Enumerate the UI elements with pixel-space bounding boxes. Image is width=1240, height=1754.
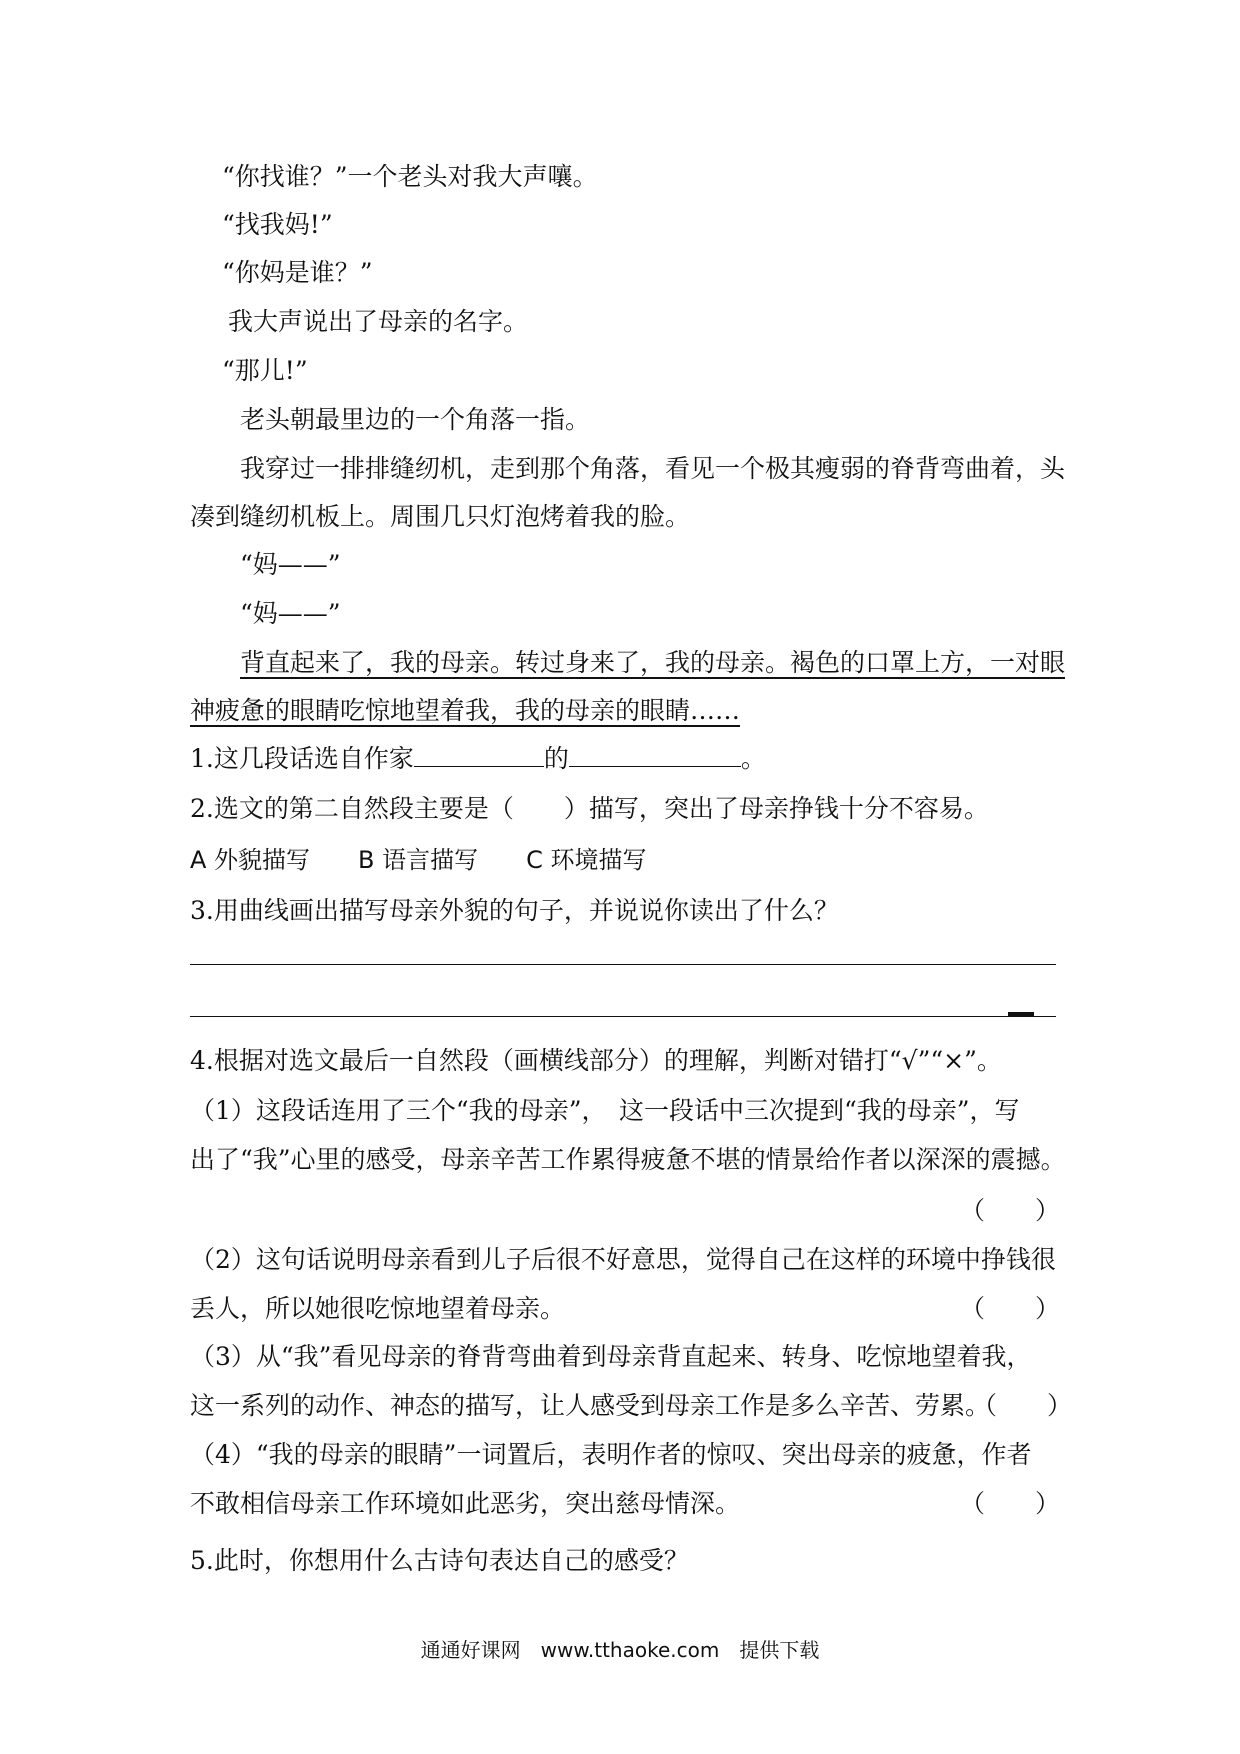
footer-credit: 通通好课网 www.tthaoke.com 提供下载 <box>420 1638 820 1662</box>
passage-line-7b: 凑到缝纫机板上。周围几只灯泡烤着我的脸。 <box>190 502 691 531</box>
item-4-line-1: （4）“我的母亲的眼睛”一词置后，表明作者的惊叹、突出母亲的疲惫，作者 <box>190 1440 1032 1469</box>
item-4-answer-paren[interactable]: （ ） <box>960 1489 1061 1518</box>
underlined-passage-line-1: 背直起来了，我的母亲。转过身来了，我的母亲。褐色的口罩上方，一对眼 <box>240 648 1066 677</box>
item-4-line-2: 不敢相信母亲工作环境如此恶劣，突出慈母情深。 <box>190 1489 741 1518</box>
item-1-line-1: （1）这段话连用了三个“我的母亲”， 这一段话中三次提到“我的母亲”，写 <box>190 1096 1020 1125</box>
question-5: 5.此时，你想用什么古诗句表达自己的感受？ <box>190 1546 689 1575</box>
item-3-line-2: 这一系列的动作、神态的描写，让人感受到母亲工作是多么辛苦、劳累。 <box>190 1391 991 1420</box>
item-3-line-1: （3）从“我”看见母亲的脊背弯曲着到母亲背直起来、转身、吃惊地望着我， <box>190 1342 1032 1371</box>
passage-line-4: 我大声说出了母亲的名字。 <box>228 307 529 336</box>
item-1-answer-paren[interactable]: （ ） <box>960 1196 1061 1225</box>
item-2-answer-paren[interactable]: （ ） <box>960 1294 1061 1323</box>
question-1 <box>190 742 766 776</box>
question-1-middle: 的 <box>543 744 569 773</box>
work-title-blank[interactable] <box>569 744 741 767</box>
underlined-passage-line-2: 神疲惫的眼睛吃惊地望着我，我的母亲的眼睛…… <box>190 696 741 725</box>
passage-line-9: “妈——” <box>240 599 341 628</box>
author-blank[interactable] <box>414 744 544 767</box>
question-1-prefix: 1.这几段话选自作家 <box>190 744 414 773</box>
question-4: 4.根据对选文最后一自然段（画横线部分）的理解，判断对错打“√”“×”。 <box>190 1046 1002 1075</box>
passage-line-5: “那儿!” <box>222 356 308 385</box>
item-3-answer-paren[interactable]: （ ） <box>972 1391 1073 1420</box>
question-1-suffix: 。 <box>740 744 766 773</box>
answer-line-1[interactable] <box>190 964 1056 965</box>
bold-mark <box>1008 1012 1034 1016</box>
question-2: 2.选文的第二自然段主要是（ ）描写，突出了母亲挣钱十分不容易。 <box>190 794 989 823</box>
passage-line-1: “你找谁？”一个老头对我大声嚷。 <box>222 162 598 191</box>
passage-line-7a: 我穿过一排排缝纫机，走到那个角落，看见一个极其瘦弱的脊背弯曲着，头 <box>240 454 1066 483</box>
passage-line-8: “妈——” <box>240 550 341 579</box>
question-2-options: A 外貌描写 B 语言描写 C 环境描写 <box>190 846 647 874</box>
passage-line-6: 老头朝最里边的一个角落一指。 <box>240 405 591 434</box>
passage-line-2: “找我妈!” <box>222 210 333 239</box>
answer-line-2[interactable] <box>190 1016 1056 1017</box>
passage-line-3: “你妈是谁？” <box>222 258 373 287</box>
item-2-line-2: 丢人，所以她很吃惊地望着母亲。 <box>190 1294 566 1323</box>
question-3: 3.用曲线画出描写母亲外貌的句子，并说说你读出了什么？ <box>190 896 839 925</box>
item-1-line-2: 出了“我”心里的感受，母亲辛苦工作累得疲惫不堪的情景给作者以深深的震撼。 <box>190 1145 1066 1174</box>
item-2-line-1: （2）这句话说明母亲看到儿子后很不好意思，觉得自己在这样的环境中挣钱很 <box>190 1245 1056 1274</box>
